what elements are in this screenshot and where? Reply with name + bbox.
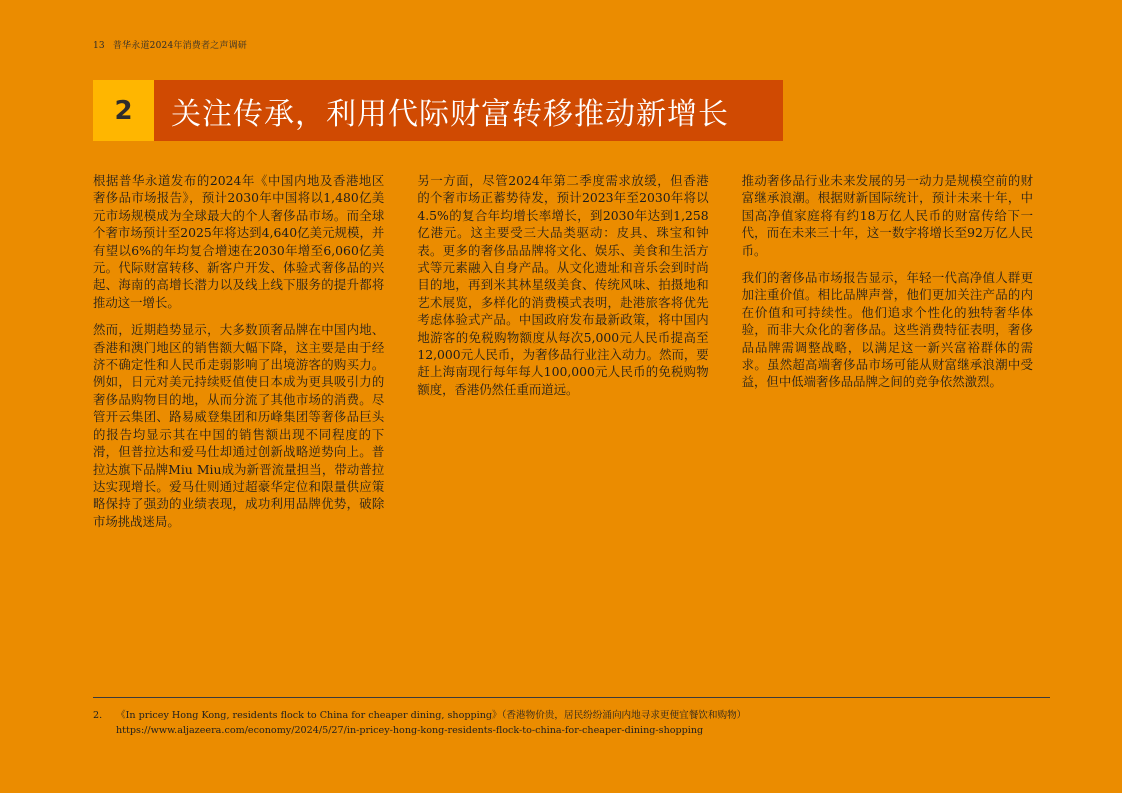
paragraph: 然而，近期趋势显示，大多数顶奢品牌在中国内地、香港和澳门地区的销售额大幅下降，这主要是由于经济不确定性和人民币走弱影响了出境游客的购买力。例如，日元对美元持续贬值使日本成为更具吸引力的奢侈品购物目的地，从而分流了其他市场的消费。尽管开云集团、路易威登集团和历峰集团等奢侈品巨头的报告均显示其在中国的销售额出现不同程度的下滑，但普拉达和爱马仕却通过创新战略逆势向上。普拉达旗下品牌Miu Miu成为新晋流量担当，带动普拉达实现增长。爱马仕则通过超豪华定位和限量供应策略保持了强劲的业绩表现，成功利用品牌优势，破除市场挑战迷局。 bbox=[93, 322, 385, 529]
paragraph: 我们的奢侈品市场报告显示，年轻一代高净值人群更加注重价值。相比品牌声誉，他们更加关注产品的内在价值和可持续性。他们追求个性化的独特奢华体验，而非大众化的奢侈品。这些消费特征表明，奢侈品品牌需调整战略，以满足这一新兴富裕群体的需求。虽然超高端奢侈品市场可能从财富继承浪潮中受益，但中低端奢侈品品牌之间的竞争依然激烈。 bbox=[741, 270, 1033, 390]
column-2 bbox=[417, 172, 708, 540]
section-title-bar bbox=[93, 80, 783, 141]
footnote-number: 2. bbox=[93, 710, 103, 721]
section-number: 2 bbox=[93, 80, 154, 141]
footnote-divider bbox=[93, 697, 1050, 698]
body-columns bbox=[93, 172, 1033, 540]
column-1 bbox=[93, 172, 384, 540]
footnote bbox=[93, 708, 746, 738]
section-title: 关注传承，利用代际财富转移推动新增长 bbox=[154, 80, 783, 141]
running-header bbox=[93, 38, 247, 51]
footnote-citation: 《In pricey Hong Kong, residents flock to China for cheaper dining, shopping》（香港物价贵，居民纷纷涌向内地寻求更便宜餐饮和购物） bbox=[116, 710, 747, 721]
document-title: 普华永道2024年消费者之声调研 bbox=[112, 41, 247, 51]
paragraph: 另一方面，尽管2024年第二季度需求放缓，但香港的个奢市场正蓄势待发，预计2023年至2030年将以4.5%的复合年均增长率增长，到2030年达到1,258亿港元。这主要受三大品类驱动：皮具、珠宝和钟表。更多的奢侈品品牌将文化、娱乐、美食和生活方式等元素融入自身产品。从文化遗址和音乐会到时尚目的地，再到米其林星级美食、传统风味、拍摄地和艺术展览，多样化的消费模式表明，赴港旅客将优先考虑体验式产品。中国政府发布最新政策，将中国内地游客的免税购物额度从每次5,000元人民币提高至12,000元人民币，为奢侈品行业注入动力。然而，要赶上海南现行每年每人100,000元人民币的免税购物额度，香港仍然任重而道远。 bbox=[417, 173, 709, 397]
column-3 bbox=[742, 172, 1033, 540]
page-number: 13 bbox=[93, 41, 105, 51]
paragraph: 根据普华永道发布的2024年《中国内地及香港地区奢侈品市场报告》，预计2030年中国将以1,480亿美元市场规模成为全球最大的个人奢侈品市场。而全球个奢市场预计至2025年将达到4,640亿美元规模，并有望以6%的年均复合增速在2030年增至6,060亿美元。代际财富转移、新客户开发、体验式奢侈品的兴起、海南的高增长潜力以及线上线下服务的提升都将推动这一增长。 bbox=[93, 173, 385, 310]
footnote-url[interactable]: https://www.aljazeera.com/economy/2024/5/27/in-pricey-hong-kong-residents-flock-to-china-for-cheaper-dining-shopping bbox=[116, 725, 704, 736]
paragraph: 推动奢侈品行业未来发展的另一动力是规模空前的财富继承浪潮。根据财新国际统计，预计未来十年，中国高净值家庭将有约18万亿人民币的财富传给下一代，而在未来三十年，这一数字将增长至92万亿人民币。 bbox=[741, 173, 1033, 258]
